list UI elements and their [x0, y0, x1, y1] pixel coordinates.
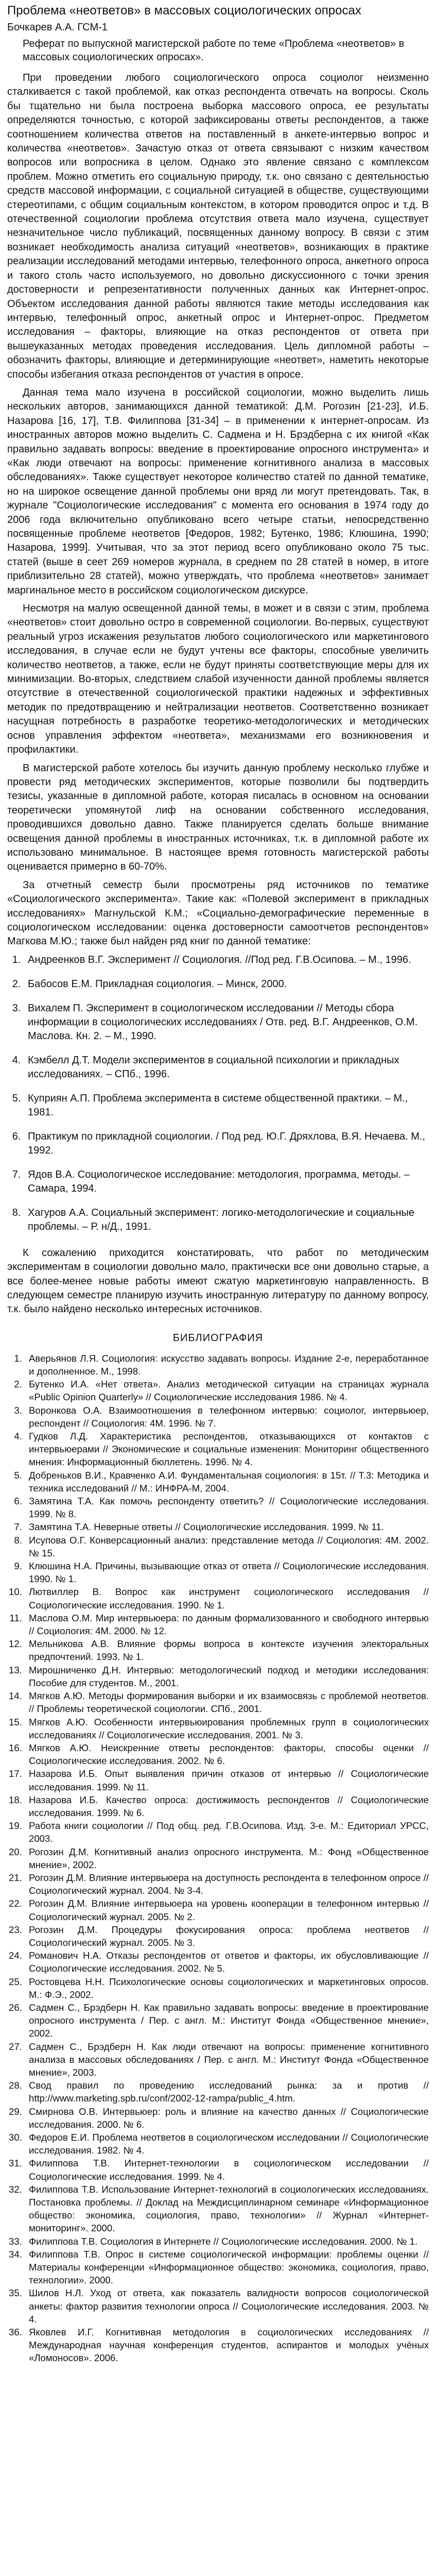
bibliography-item: 18. Назарова И.Б. Качество опроса: достижимость респондентов // Социологические исследования. 1999. № 6. [25, 1793, 429, 1819]
bibliography-item: 9. Клюшина Н.А. Причины, вызывающие отказ от ответа // Социологические исследования. 1990. № 1. [25, 1560, 429, 1585]
literature-item: 4. Кэмбелл Д.Т. Модели экспериментов в социальной психологии и прикладных исследованиях. – СПб., 1996. [24, 1054, 429, 1081]
bibliography-item: 32. Филиппова Т.В. Использование Интернет-технологий в социологических исследованиях. Постановка проблемы. // Доклад на Междисциплинарном семинаре «Информационное общество: экономика, социология, право, технологии» // Журнал «Интернет-мониторинг». 2000. [25, 2183, 429, 2235]
bibliography-item: 25. Ростовцева Н.Н. Психологические основы социологических и маркетинговых опросов. М.: Ф.Э., 2002. [25, 1975, 429, 2001]
bibliography-item: 13. Мирошниченко Д.Н. Интервью: методологический подход и методики исследования: Пособие для студентов. М., 2001. [25, 1664, 429, 1689]
bibliography-item: 12. Мельникова А.В. Влияние формы вопроса в контексте изучения электоральных предпочтений. 1993. № 1. [25, 1637, 429, 1663]
bibliography-item: 24. Романович Н.А. Отказы респондентов от ответов и факторы, их обусловливающие // Социологические исследования. 2002. № 5. [25, 1949, 429, 1975]
bibliography-item: 2. Бутенко И.А. «Нет ответа». Анализ методической ситуации на страницах журнала «Public Opinion Quarterly» // Социологические исследования 1986. № 4. [25, 1378, 429, 1403]
bibliography-item: 15. Мягков А.Ю. Особенности интервьюирования проблемных групп в социологических исследованиях // Социологические исследования. 2001. № 3. [25, 1716, 429, 1741]
paragraph-conclusion: К сожалению приходится констатировать, что работ по методическим экспериментам в социологии довольно мало, практически все они довольно старые, а все более-менее новые работы имеют сжатую маркетинговую направленность. В следующем семестре планирую изучить иностранную литературу по данному вопросу, т.к. было найдено несколько интересных источников. [7, 1247, 429, 1315]
bibliography-item: 6. Замятина Т.А. Как помочь респонденту ответить? // Социологические исследования. 1999. № 8. [25, 1495, 429, 1520]
bibliography-item: 35. Шилов Н.Л. Уход от ответа, как показатель валидности вопросов социологической анкеты: фактор развития технологии опроса // Социологические исследования. 2003. № 4. [25, 2286, 429, 2326]
paragraph-semester-report: За отчетный семестр были просмотрены ряд источников по тематике «Социологического эксперимента». Такие как: «Полевой эксперимент в прикладных исследованиях» Магнульской К.М.; «Социально-демографические переменные в социологическом исследовании: оценка достоверности самоотчетов респондентов» Магкова М.Ю.; также был найден ряд книг по данной тематике: [7, 879, 429, 947]
bibliography-item: 33. Филиппова Т.В. Социология в Интернете // Социологические исследования. 2000. № 1. [25, 2235, 429, 2248]
abstract-subtitle: Реферат по выпускной магистерской работе по теме «Проблема «неответов» в массовых социологических опросах». [23, 38, 405, 63]
bibliography-item: 26. Садмен С., Брэдберн Н. Как правильно задавать вопросы: введение в проектирование опросного инструмента / Пер. с англ. М.: Институт Фонда «Общественное мнение», 2002. [25, 2001, 429, 2040]
bibliography-item: 19. Работа книги социологии // Под общ. ред. Г.В.Осипова. Изд. 3-е. М.: Едиториал УРСС, 2003. [25, 1819, 429, 1845]
author-line: Бочкарев А.А. ГСМ-1 [7, 22, 108, 33]
literature-item: 1. Андреенков В.Г. Эксперимент // Социология. //Под ред. Г.В.Осипова. – М., 1996. [24, 953, 429, 967]
experiment-literature-list [7, 953, 429, 1234]
literature-item: 8. Хагуров А.А. Социальный эксперимент: логико-методологические и социальные проблемы. – Р. н/Д., 1991. [24, 1206, 429, 1234]
bibliography-item: 22. Рогозин Д.М. Влияние интервьюера на уровень кооперации в телефонном интервью // Социологический журнал. 2005. № 2. [25, 1897, 429, 1923]
bibliography-heading: БИБЛИОГРАФИЯ [172, 1332, 264, 1344]
bibliography-item: 11. Маслова О.М. Мир интервьюера: по данным формализованного и свободного интервью // Социология: 4М. 2000. № 12. [25, 1612, 429, 1637]
bibliography-item: 4. Гудков Л.Д. Характеристика респондентов, отказывающихся от контактов с интервьюерами // Экономические и социальные изменения: Мониторинг общественного мнения: Информационный бюллетень. 1996. № 4. [25, 1430, 429, 1469]
bibliography-item: 29. Смирнова О.В. Интервьюер: роль и влияние на качество данных // Социологические исследования. 2000. № 6. [25, 2105, 429, 2131]
bibliography-item: 27. Садмен С., Брэдберн Н. Как люди отвечают на вопросы: применение когнитивного анализа в массовых обследованиях / Пер. с англ. М.: Институт Фонда «Общественное мнение», 2003. [25, 2040, 429, 2079]
bibliography-item: 31. Филиппова Т.В. Интернет-технологии в социологическом исследовании // Социологические исследования. 1999. № 4. [25, 2157, 429, 2182]
literature-item: 6. Практикум по прикладной социологии. / Под ред. Ю.Г. Дряхлова, В.Я. Нечаева. М., 1992. [24, 1130, 429, 1158]
bibliography-list [7, 1352, 429, 2365]
bibliography-item: 7. Замятина Т.А. Неверные ответы // Социологические исследования. 1999. № 11. [25, 1520, 429, 1533]
bibliography-item: 16. Мягков А.Ю. Неискренние ответы респондентов: факторы, способы оценки // Социологические исследования. 2002. № 6. [25, 1741, 429, 1767]
bibliography-item: 8. Исупова О.Г. Конверсационный анализ: представление метода // Социология: 4М. 2002. № 15. [25, 1534, 429, 1560]
bibliography-item: 5. Добреньков В.И., Кравченко А.И. Фундаментальная социология: в 15т. // Т.3: Методика и техника исследований // М.: ИНФРА-М, 2004. [25, 1469, 429, 1495]
bibliography-item: 21. Рогозин Д.М. Влияние интервьюера на доступность респондента в телефонном опросе // Социологический журнал. 2004. № 3-4. [25, 1871, 429, 1897]
bibliography-item: 23. Рогозин Д.М. Процедуры фокусирования опроса: проблема неответов // Социологический журнал. 2005. № 3. [25, 1923, 429, 1949]
literature-item: 5. Куприян А.П. Проблема эксперимента в системе общественной практики. – М., 1981. [24, 1092, 429, 1120]
paragraph-intro: При проведении любого социологического опроса социолог неизменно сталкивается с такой проблемой, как отказ респондента отвечать на вопросы. Сколь бы тщательно ни была построена выборка массового опроса, ее результаты определяются точностью, с которой зафиксированы ответы респондентов, а также соотношением количества ответов на поставленный в анкете-интервью вопрос и количества «неответов». Зачастую отказ от ответа связывают с низким качеством вопросов или вопросника в целом. Однако это явление связано с комплексом проблем. Можно отметить его социальную природу, т.к. оно связано с деятельностью средств массовой информации, с социальной ситуацией в обществе, существующими стереотипами, с общим социальным контекстом, в котором проводится опрос и т.д. В отечественной социологии проблема отсутствия ответа мало изучена, существует незначительное число публикаций, посвященных данному вопросу. В связи с этим возникает необходимость анализа ситуаций «неответов», возникающих в практике реализации исследований методами интервью, телефонного опроса, анкетного опроса и такого столь часто используемого, но довольно дискуссионного с точки зрения достоверности и репрезентативности полученных данных как Интернет-опрос. Объектом исследования данной работы являются такие методы исследования как интервью, телефонный опрос, анкетный опрос и Интернет-опрос. Предметом исследования – факторы, влияющие на отказ респондентов от ответа при вышеуказанных методах проведения исследования. Цель дипломной работы – обозначить факторы, влияющие и детерминирующие «неответ», наметить некоторые способы избегания отказа респондентов от участия в опросе. [7, 72, 429, 380]
paragraph-relevance: Несмотря на малую освещенной данной темы, в может и в связи с этим, проблема «неответов» стоит довольно остро в современной социологии. Во-первых, существуют реальный угроз искажения результатов любого социологического или маркетингового исследования, в случае если не будут учтены все факторы, способные увеличить количество неответов, а также, если не будут приняты соответствующие меры для их минимизации. Во-вторых, следствием слабой изученности данной проблемы является отсутствие в отечественной социологической практики надежных и эффективных методик по предотвращению и нейтрализации неответов. Соответственно возникает насущная потребность в разработке теоретико-методологических и методических основ управления эффектом «неответа», механизмами его возникновения и профилактики. [7, 603, 429, 756]
paragraph-plans: В магистерской работе хотелось бы изучить данную проблему несколько глубже и провести ряд методических экспериментов, которые позволили бы подтвердить тезисы, указанные в дипломной работе, которая писалась в основном на основании теоретически упомянутой лиф на основании собственного исследования, проводившихся довольно давно. Также планируется сделать больше внимание освещения данной проблемы в иностранных источниках, т.к. в дипломной работе их использовано минимальное. В настоящее время готовность магистерской работы оценивается примерно в 60-70%. [7, 762, 429, 873]
bibliography-item: 14. Мягков А.Ю. Методы формирования выборки и их взаимосвязь с проблемой неответов. // Проблемы теоретической социологии. СПб., 2001. [25, 1689, 429, 1715]
bibliography-item: 17. Назарова И.Б. Опыт выявления причин отказов от интервью // Социологические исследования. 1999. № 11. [25, 1767, 429, 1793]
bibliography-item: 10. Лютвиллер В. Вопрос как инструмент социологического исследования // Социологические исследования. 1990. № 1. [25, 1585, 429, 1611]
literature-item: 2. Бабосов Е.М. Прикладная социология. – Минск, 2000. [24, 977, 429, 991]
bibliography-item: 3. Воронкова О.А. Взаимоотношения в телефонном интервью: социолог, интервьюер, респондент // Социология: 4М. 1996. № 7. [25, 1404, 429, 1430]
literature-item: 3. Вихалем П. Эксперимент в социологическом исследовании // Методы сбора информации в социологических исследованиях / Отв. ред. В.Г. Андреенков, О.М. Маслова. Кн. 2. – М., 1990. [24, 1002, 429, 1043]
paragraph-literature-review: Данная тема мало изучена в российской социологии, можно выделить лишь нескольких авторов, занимающихся данной тематикой: Д.М. Рогозин [21-23], И.Б. Назарова [16, 17], Т.В. Филиппова [31-34] – в применении к интернет-опросам. Из иностранных авторов можно выделить С. Садмена и Н. Брэдберна с их книгой «Как правильно задавать вопросы: введение в проектирование опросного инструмента» и «Как люди отвечают на вопросы: применение когнитивного анализа в массовых обследованиях». Также существует некоторое количество статей по данной тематике, но на широкое освещение данной проблемы они вряд ли могут претендовать. Так, в журнале "Социологические исследования" с момента его основания в 1974 году до 2006 года включительно опубликовано всего четыре статьи, непосредственно посвященные проблеме неответов [Федоров, 1982; Бутенко, 1986; Клюшина, 1990; Назарова, 1999]. Учитывая, что за этот период всего опубликовано около 75 тыс. статей (выше в сеет 269 номеров журнала, в среднем по 28 статей в номер, в итоге приблизительно 28 статей), можно утверждать, что проблема «неответов» занимает маргинальное место в российском социологическом дискурсе. [7, 386, 429, 596]
bibliography-item: 34. Филиппова Т.В. Опрос в системе социологической информации: проблемы оценки // Материалы конференции «Информационное общество: экономика, социология, право, технологии». 2000. [25, 2248, 429, 2287]
bibliography-item: 30. Федоров Е.И. Проблема неответов в социологическом исследовании // Социологические исследования. 1982. № 4. [25, 2131, 429, 2157]
bibliography-item: 20. Рогозин Д.М. Когнитивный анализ опросного инструмента. М.: Фонд «Общественное мнение», 2002. [25, 1845, 429, 1871]
bibliography-item: 36. Яковлев И.Г. Когнитивная методология в социологических исследованиях // Международная научная конференция студентов, аспирантов и молодых учёных «Ломоносов». 2006. [25, 2326, 429, 2365]
literature-item: 7. Ядов В.А. Социологическое исследование: методология, программа, методы. – Самара, 1994. [24, 1168, 429, 1196]
bibliography-item: 1. Аверьянов Л.Я. Социология: искусство задавать вопросы. Издание 2-е, переработанное и дополненное. М., 1998. [25, 1352, 429, 1378]
document-title: Проблема «неответов» в массовых социологических опросах [7, 4, 361, 18]
bibliography-item: 28. Свод правил по проведению исследований рынка: за и против // http://www.marketing.spb.ru/conf/2002-12-rampa/public_4.htm. [25, 2079, 429, 2105]
